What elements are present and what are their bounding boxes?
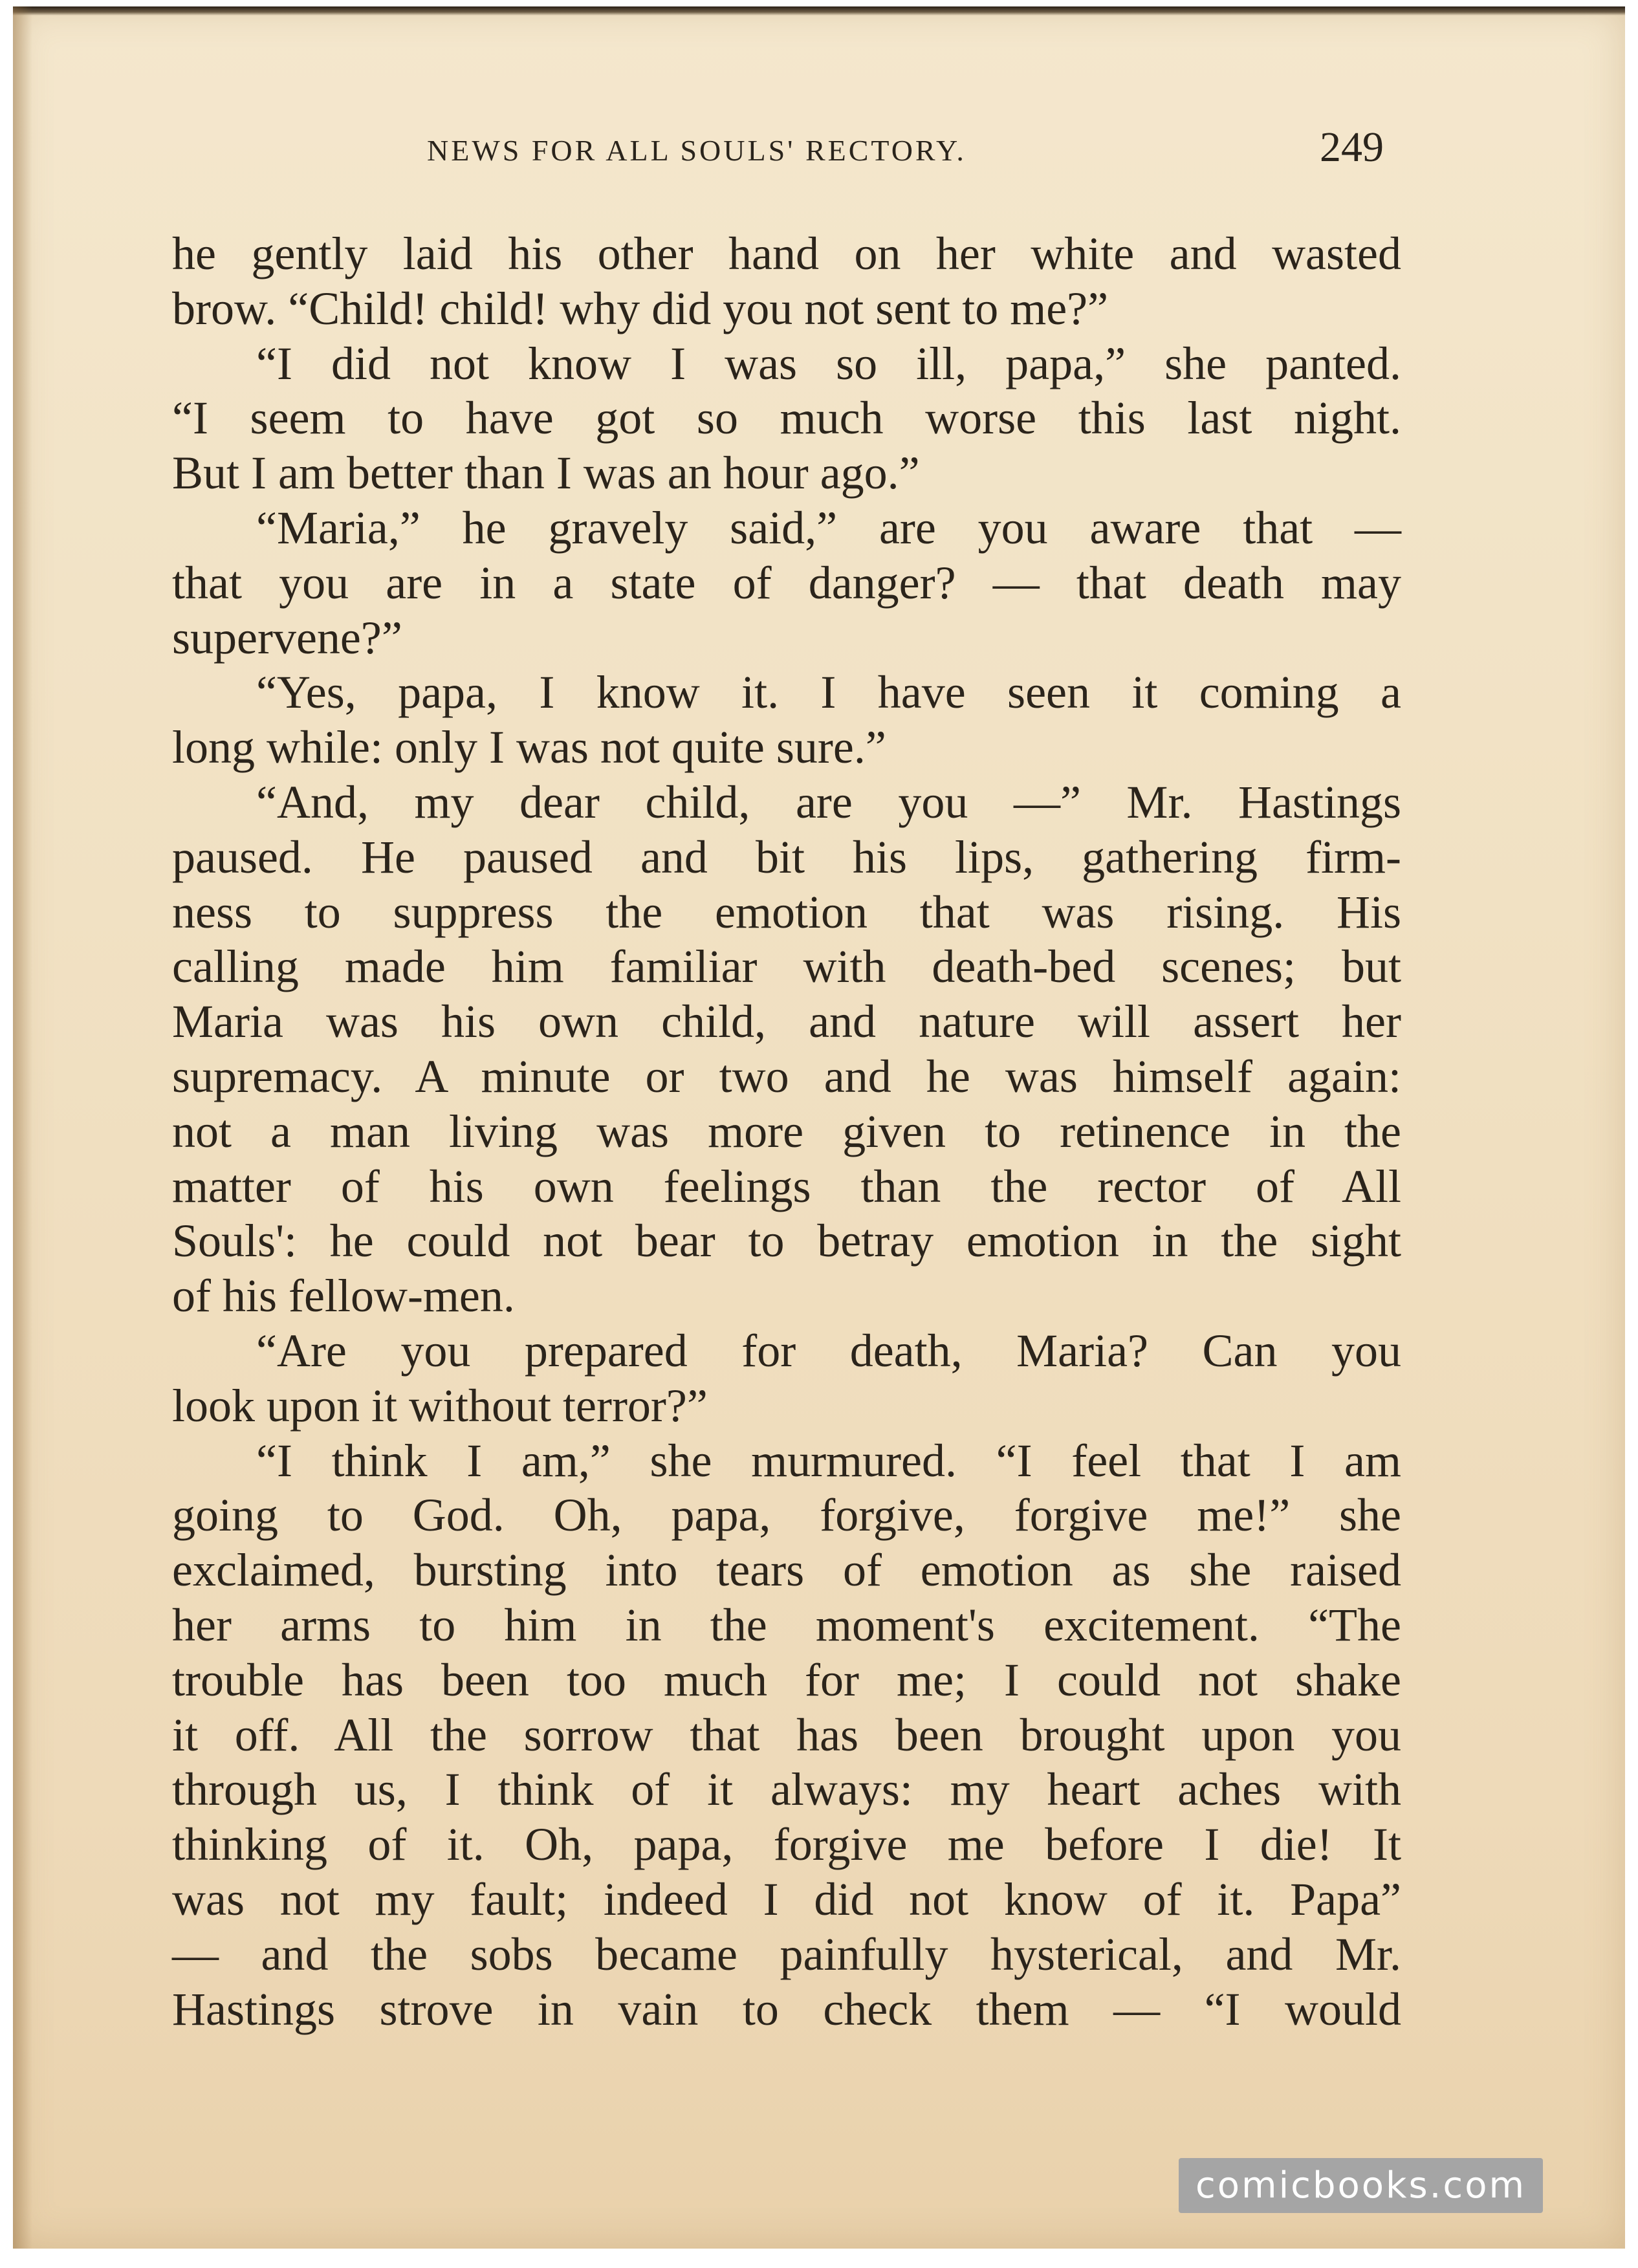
text-line: it off. All the sorrow that has been brought upon you [172, 1708, 1401, 1761]
body-text [172, 226, 1401, 2036]
text-line: calling made him familiar with death-bed scenes; but [172, 941, 1401, 993]
book-page [13, 6, 1625, 2249]
page-number: 249 [1320, 124, 1384, 171]
text-line: through us, I think of it always: my heart aches with [172, 1763, 1401, 1816]
text-line: he gently laid his other hand on her white and wasted [172, 228, 1401, 279]
text-line: supremacy. A minute or two and he was himself again: [172, 1050, 1401, 1102]
text-line: brow. “Child! child! why did you not sent to me?” [172, 282, 1109, 334]
text-line: look upon it without terror?” [172, 1379, 708, 1432]
text-line: not a man living was more given to retinence in the [172, 1105, 1401, 1157]
text-line: matter of his own feelings than the rector of All [172, 1160, 1401, 1212]
text-line: Souls': he could not bear to betray emotion in the sight [172, 1215, 1401, 1267]
text-line: Maria was his own child, and nature will assert her [172, 996, 1401, 1048]
text-line: her arms to him in the moment's excitement. “The [172, 1598, 1401, 1651]
running-head-title: NEWS FOR ALL SOULS' RECTORY. [427, 134, 966, 167]
text-line: supervene?” [172, 611, 402, 664]
text-line: thinking of it. Oh, papa, forgive me before I die! It [172, 1818, 1401, 1871]
text-line: trouble has been too much for me; I could not shake [172, 1653, 1401, 1706]
text-line: “Are you prepared for death, Maria? Can you [256, 1324, 1401, 1377]
text-line: “I did not know I was so ill, papa,” she panted. [256, 337, 1401, 389]
text-line: — and the sobs became painfully hysterical, and Mr. [172, 1928, 1401, 1980]
page-gutter-shadow [13, 6, 32, 2249]
text-line: But I am better than I was an hour ago.” [172, 447, 920, 499]
text-line: long while: only I was not quite sure.” [172, 721, 886, 774]
text-line: paused. He paused and bit his lips, gathering firm- [172, 831, 1401, 883]
text-line: ness to suppress the emotion that was rising. His [172, 886, 1401, 938]
text-line: “Maria,” he gravely said,” are you aware that — [256, 501, 1401, 554]
text-line: “I seem to have got so much worse this last night. [172, 392, 1401, 444]
text-line: “And, my dear child, are you —” Mr. Hastings [256, 776, 1401, 828]
text-line: Hastings strove in vain to check them — “I would [172, 1983, 1401, 2035]
text-line: “Yes, papa, I know it. I have seen it coming a [256, 666, 1401, 719]
text-line: was not my fault; indeed I did not know of it. Papa” [172, 1873, 1401, 1925]
page-top-edge [13, 6, 1625, 16]
text-line: going to God. Oh, papa, forgive, forgive me!” she [172, 1489, 1401, 1542]
watermark-label: comicbooks.com [1179, 2158, 1543, 2213]
text-line: exclaimed, bursting into tears of emotion as she raised [172, 1544, 1401, 1597]
text-line: that you are in a state of danger? — that death may [172, 556, 1401, 609]
text-line: “I think I am,” she murmured. “I feel that I am [256, 1434, 1401, 1487]
text-line: of his fellow-men. [172, 1270, 515, 1322]
